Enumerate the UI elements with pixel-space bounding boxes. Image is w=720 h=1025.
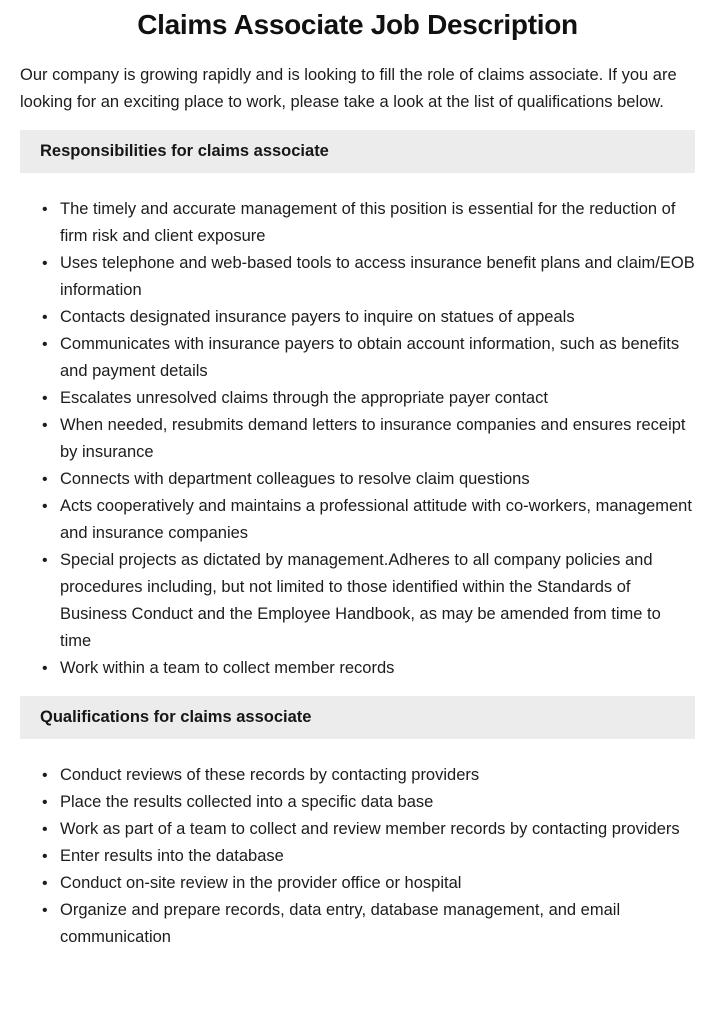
qualifications-section bbox=[20, 696, 695, 951]
list-item: • Escalates unresolved claims through the appropriate payer contact bbox=[20, 385, 695, 412]
list-item: • Conduct reviews of these records by contacting providers bbox=[20, 762, 695, 789]
page-title: Claims Associate Job Description bbox=[137, 9, 578, 40]
list-item: • Organize and prepare records, data entry, database management, and email communication bbox=[20, 897, 695, 951]
list-item: • Communicates with insurance payers to obtain account information, such as benefits and payment details bbox=[20, 331, 695, 385]
intro-paragraph: Our company is growing rapidly and is looking to fill the role of claims associate. If you are looking for an exciting place to work, please take a look at the list of qualifications below. bbox=[20, 66, 677, 111]
list-item: • Connects with department colleagues to resolve claim questions bbox=[20, 466, 695, 493]
qualifications-list bbox=[20, 762, 695, 951]
responsibilities-section bbox=[20, 130, 695, 682]
list-item: • Acts cooperatively and maintains a professional attitude with co-workers, management and insurance companies bbox=[20, 493, 695, 547]
list-item: • Uses telephone and web-based tools to access insurance benefit plans and claim/EOB information bbox=[20, 250, 695, 304]
responsibilities-list bbox=[20, 196, 695, 682]
list-item: • Conduct on-site review in the provider office or hospital bbox=[20, 870, 695, 897]
list-item: • Work as part of a team to collect and review member records by contacting providers bbox=[20, 816, 695, 843]
list-item: • Special projects as dictated by management.Adheres to all company policies and procedures including, but not limited to those identified within the Standards of Business Conduct and the Employee Handbook, as may be amended from time to time bbox=[20, 547, 695, 655]
qualifications-section-heading: Qualifications for claims associate bbox=[20, 696, 695, 739]
list-item: • When needed, resubmits demand letters to insurance companies and ensures receipt by insurance bbox=[20, 412, 695, 466]
list-item: • Contacts designated insurance payers to inquire on statues of appeals bbox=[20, 304, 695, 331]
list-item: • The timely and accurate management of this position is essential for the reduction of firm risk and client exposure bbox=[20, 196, 695, 250]
list-item: • Place the results collected into a specific data base bbox=[20, 789, 695, 816]
list-item: • Work within a team to collect member records bbox=[20, 655, 695, 682]
list-item: • Enter results into the database bbox=[20, 843, 695, 870]
responsibilities-section-heading: Responsibilities for claims associate bbox=[20, 130, 695, 173]
